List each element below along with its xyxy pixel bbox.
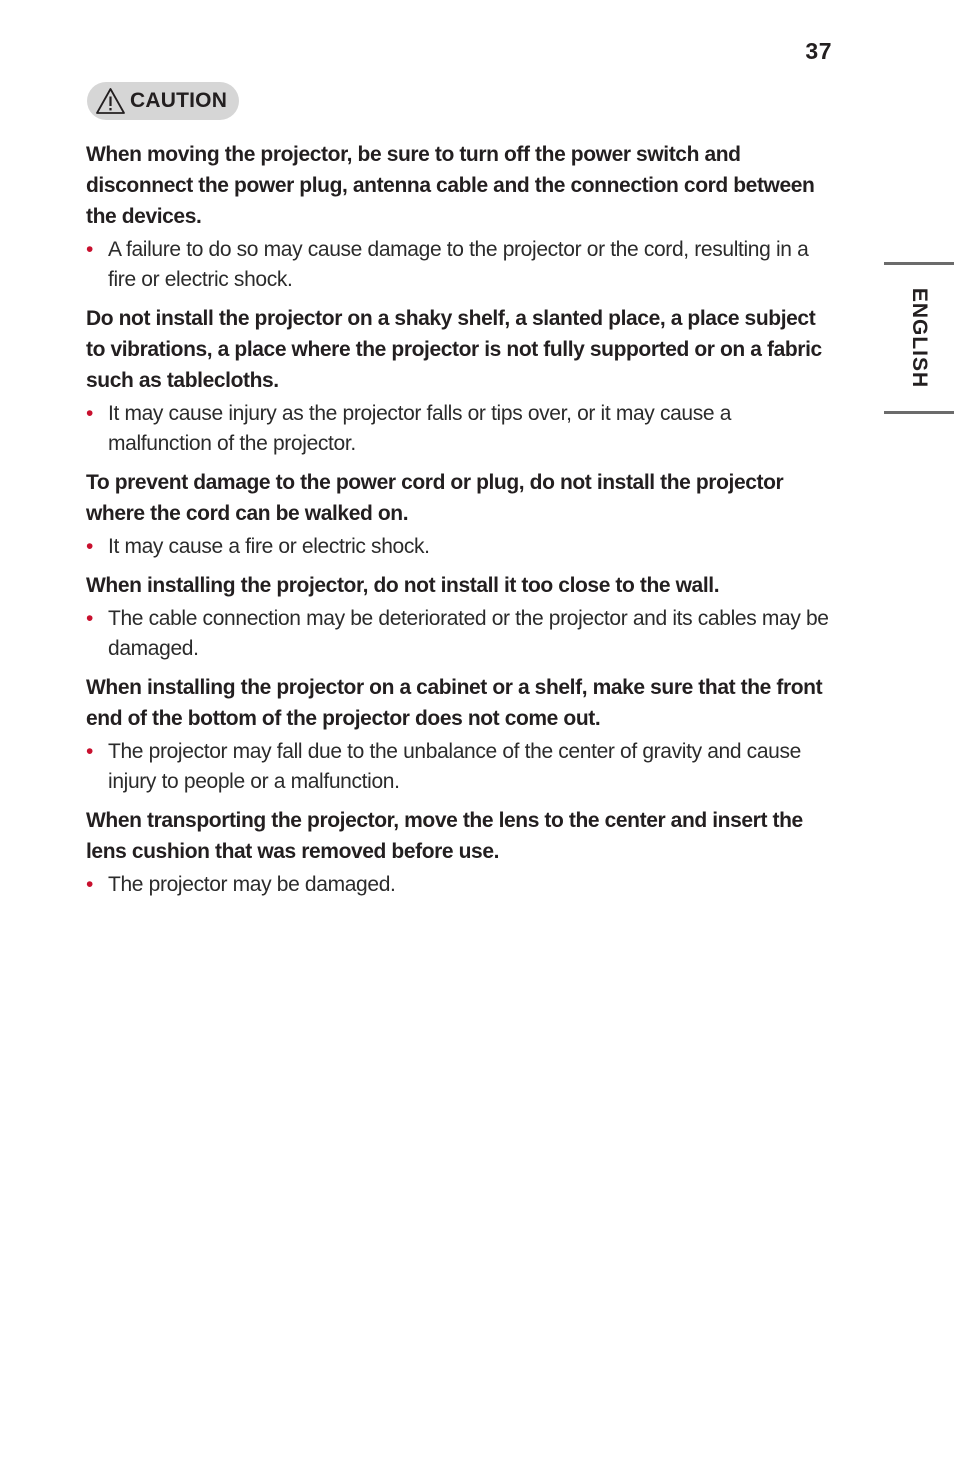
bullet-dot-icon: • <box>86 740 94 763</box>
bullet-item <box>86 737 832 797</box>
language-label: ENGLISH <box>908 287 931 389</box>
bullet-text: A failure to do so may cause damage to the projector or the cord, resulting in a fire or electric shock. <box>108 238 809 291</box>
bullet-text: It may cause injury as the projector falls or tips over, or it may cause a malfunction of the projector. <box>108 402 732 455</box>
bullet-item <box>86 870 832 900</box>
bullet-dot-icon: • <box>86 238 94 261</box>
caution-section <box>86 303 832 459</box>
bullet-item <box>86 235 832 295</box>
section-heading: To prevent damage to the power cord or plug, do not install the projector where the cord can be walked on. <box>86 471 784 525</box>
page-number: 37 <box>805 38 832 64</box>
warning-triangle-icon <box>95 87 126 115</box>
bullet-item <box>86 532 832 562</box>
bullet-text: The projector may be damaged. <box>108 873 396 896</box>
bullet-dot-icon: • <box>86 607 94 630</box>
caution-section <box>86 672 832 797</box>
bullet-text: The projector may fall due to the unbalance of the center of gravity and cause injury to people or a malfunction. <box>108 740 801 793</box>
language-side-tab <box>884 262 954 414</box>
section-heading: When moving the projector, be sure to turn off the power switch and disconnect the power plug, antenna cable and the connection cord between the devices. <box>86 143 815 228</box>
caution-content <box>86 139 832 908</box>
section-heading: Do not install the projector on a shaky shelf, a slanted place, a place subject to vibrations, a place where the projector is not fully supported or on a fabric such as tablecloths. <box>86 307 822 392</box>
bullet-item <box>86 399 832 459</box>
caution-section <box>86 570 832 664</box>
caution-label: CAUTION <box>130 89 228 112</box>
bullet-text: The cable connection may be deteriorated or the projector and its cables may be damaged. <box>108 607 829 660</box>
caution-section <box>86 139 832 295</box>
bullet-text: It may cause a fire or electric shock. <box>108 535 430 558</box>
bullet-dot-icon: • <box>86 873 94 896</box>
caution-badge <box>87 82 239 120</box>
bullet-dot-icon: • <box>86 535 94 558</box>
bullet-dot-icon: • <box>86 402 94 425</box>
bullet-item <box>86 604 832 664</box>
section-heading: When installing the projector on a cabinet or a shelf, make sure that the front end of the bottom of the projector does not come out. <box>86 676 823 730</box>
caution-section <box>86 805 832 900</box>
section-heading: When installing the projector, do not install it too close to the wall. <box>86 574 720 597</box>
caution-section <box>86 467 832 562</box>
section-heading: When transporting the projector, move the lens to the center and insert the lens cushion that was removed before use. <box>86 809 803 863</box>
